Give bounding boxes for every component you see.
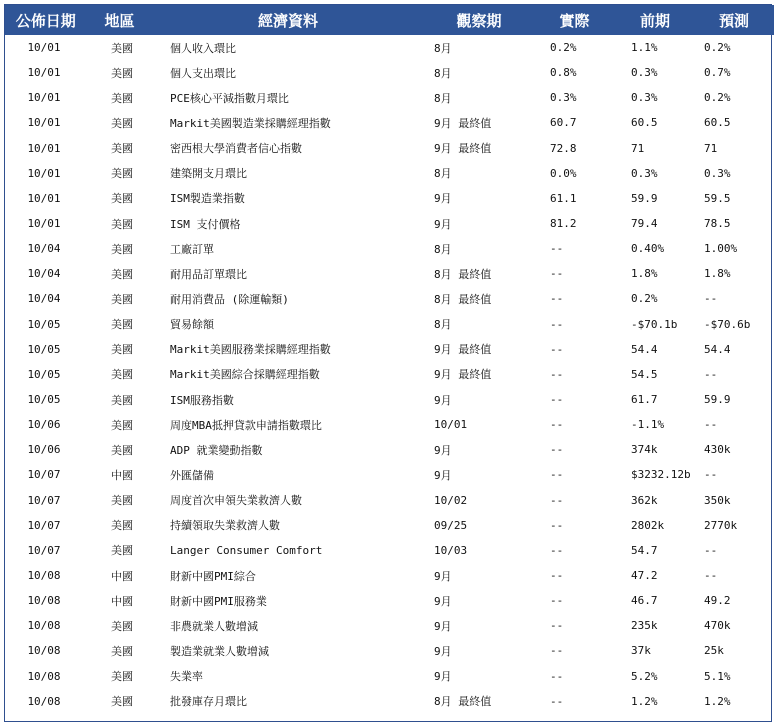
cell-date: 10/05 bbox=[27, 367, 61, 381]
cell-date: 10/06 bbox=[27, 443, 61, 457]
cell-forecast: 0.2% bbox=[704, 91, 731, 105]
cell-actual: -- bbox=[550, 367, 564, 381]
cell-previous: 54.7 bbox=[631, 543, 658, 557]
table-row bbox=[5, 689, 773, 714]
cell-actual: -- bbox=[550, 644, 564, 658]
cell-period: 9月 bbox=[434, 393, 452, 407]
cell-period: 9月 bbox=[434, 594, 452, 608]
table-row bbox=[5, 613, 773, 638]
table-row bbox=[5, 488, 773, 513]
cell-date: 10/04 bbox=[27, 292, 61, 306]
cell-previous: 5.2% bbox=[631, 669, 658, 683]
cell-item: 密西根大學消費者信心指數 bbox=[170, 142, 302, 156]
cell-date: 10/01 bbox=[27, 191, 61, 205]
cell-period: 9月 bbox=[434, 217, 452, 231]
cell-previous: 0.2% bbox=[631, 292, 658, 306]
cell-actual: -- bbox=[550, 393, 564, 407]
table-row bbox=[5, 538, 773, 563]
cell-actual: -- bbox=[550, 518, 564, 532]
cell-date: 10/01 bbox=[27, 116, 61, 130]
cell-actual: 0.2% bbox=[550, 41, 577, 55]
cell-period: 8月 bbox=[434, 242, 452, 256]
cell-previous: $3232.12b bbox=[631, 468, 691, 482]
table-row bbox=[5, 563, 773, 588]
cell-period: 9月 最終值 bbox=[434, 142, 492, 156]
cell-item: 周度MBA抵押貸款申請指數環比 bbox=[170, 418, 322, 432]
cell-forecast: 430k bbox=[704, 443, 731, 457]
header-forecast: 預測 bbox=[695, 5, 773, 35]
cell-region: 美國 bbox=[111, 494, 133, 508]
cell-date: 10/01 bbox=[27, 91, 61, 105]
cell-forecast: 25k bbox=[704, 644, 724, 658]
cell-region: 美國 bbox=[111, 66, 133, 80]
header-previous: 前期 bbox=[615, 5, 695, 35]
cell-region: 美國 bbox=[111, 670, 133, 684]
cell-item: ISM 支付價格 bbox=[170, 217, 241, 231]
cell-date: 10/07 bbox=[27, 468, 61, 482]
cell-previous: 1.1% bbox=[631, 41, 658, 55]
table-row bbox=[5, 588, 773, 613]
cell-date: 10/01 bbox=[27, 166, 61, 180]
cell-item: 貿易餘額 bbox=[170, 318, 214, 332]
cell-period: 9月 bbox=[434, 192, 452, 206]
cell-date: 10/01 bbox=[27, 141, 61, 155]
cell-date: 10/08 bbox=[27, 644, 61, 658]
cell-actual: -- bbox=[550, 669, 564, 683]
table-row bbox=[5, 638, 773, 663]
cell-previous: 71 bbox=[631, 141, 645, 155]
cell-actual: -- bbox=[550, 569, 564, 583]
cell-region: 美國 bbox=[111, 343, 133, 357]
cell-forecast: 0.3% bbox=[704, 166, 731, 180]
cell-period: 9月 bbox=[434, 468, 452, 482]
cell-actual: 72.8 bbox=[550, 141, 577, 155]
table-row bbox=[5, 136, 773, 161]
cell-actual: -- bbox=[550, 443, 564, 457]
cell-date: 10/04 bbox=[27, 242, 61, 256]
cell-previous: 0.3% bbox=[631, 91, 658, 105]
cell-period: 8月 bbox=[434, 91, 452, 105]
cell-forecast: -- bbox=[704, 292, 718, 306]
cell-forecast: 5.1% bbox=[704, 669, 731, 683]
cell-forecast: -- bbox=[704, 367, 718, 381]
cell-date: 10/07 bbox=[27, 518, 61, 532]
cell-date: 10/08 bbox=[27, 694, 61, 708]
table-row bbox=[5, 186, 773, 211]
cell-actual: 0.3% bbox=[550, 91, 577, 105]
table-row bbox=[5, 387, 773, 412]
header-region: 地區 bbox=[87, 5, 152, 35]
cell-item: 批發庫存月環比 bbox=[170, 695, 247, 709]
cell-previous: 374k bbox=[631, 443, 658, 457]
cell-previous: 60.5 bbox=[631, 116, 658, 130]
table-row bbox=[5, 462, 773, 487]
cell-region: 美國 bbox=[111, 544, 133, 558]
cell-actual: -- bbox=[550, 619, 564, 633]
cell-period: 8月 bbox=[434, 41, 452, 55]
cell-date: 10/05 bbox=[27, 317, 61, 331]
cell-region: 美國 bbox=[111, 192, 133, 206]
cell-actual: -- bbox=[550, 292, 564, 306]
cell-region: 美國 bbox=[111, 142, 133, 156]
cell-forecast: 71 bbox=[704, 141, 718, 155]
cell-region: 美國 bbox=[111, 519, 133, 533]
cell-date: 10/05 bbox=[27, 393, 61, 407]
cell-actual: -- bbox=[550, 543, 564, 557]
cell-forecast: 59.5 bbox=[704, 191, 731, 205]
cell-region: 美國 bbox=[111, 292, 133, 306]
cell-actual: -- bbox=[550, 468, 564, 482]
cell-period: 10/02 bbox=[434, 493, 468, 507]
cell-item: 個人收入環比 bbox=[170, 41, 236, 55]
cell-previous: -$70.1b bbox=[631, 317, 678, 331]
cell-period: 8月 最終值 bbox=[434, 267, 492, 281]
cell-forecast: 470k bbox=[704, 619, 731, 633]
cell-previous: 47.2 bbox=[631, 569, 658, 583]
cell-previous: 0.3% bbox=[631, 166, 658, 180]
cell-previous: 61.7 bbox=[631, 393, 658, 407]
cell-region: 美國 bbox=[111, 368, 133, 382]
table-row bbox=[5, 437, 773, 462]
cell-forecast: 1.2% bbox=[704, 694, 731, 708]
cell-forecast: -$70.6b bbox=[704, 317, 751, 331]
table-row bbox=[5, 261, 773, 286]
table-row bbox=[5, 110, 773, 135]
cell-date: 10/07 bbox=[27, 493, 61, 507]
cell-actual: -- bbox=[550, 317, 564, 331]
cell-forecast: 1.00% bbox=[704, 242, 738, 256]
cell-item: Langer Consumer Comfort bbox=[170, 543, 323, 557]
cell-period: 9月 bbox=[434, 670, 452, 684]
cell-forecast: -- bbox=[704, 468, 718, 482]
cell-region: 美國 bbox=[111, 443, 133, 457]
cell-forecast: 0.2% bbox=[704, 41, 731, 55]
cell-date: 10/01 bbox=[27, 66, 61, 80]
cell-date: 10/01 bbox=[27, 41, 61, 55]
economic-calendar-table-container bbox=[4, 4, 772, 722]
cell-date: 10/04 bbox=[27, 267, 61, 281]
cell-region: 美國 bbox=[111, 167, 133, 181]
cell-item: PCE核心平減指數月環比 bbox=[170, 91, 289, 105]
cell-item: 失業率 bbox=[170, 670, 203, 684]
table-row bbox=[5, 337, 773, 362]
cell-forecast: -- bbox=[704, 569, 718, 583]
cell-period: 8月 bbox=[434, 318, 452, 332]
table-row bbox=[5, 35, 773, 60]
cell-date: 10/08 bbox=[27, 594, 61, 608]
cell-item: 製造業就業人數增減 bbox=[170, 644, 269, 658]
cell-item: 持續領取失業救濟人數 bbox=[170, 519, 280, 533]
cell-item: 個人支出環比 bbox=[170, 66, 236, 80]
cell-date: 10/06 bbox=[27, 418, 61, 432]
cell-forecast: 78.5 bbox=[704, 217, 731, 231]
cell-previous: 2802k bbox=[631, 518, 665, 532]
cell-previous: 235k bbox=[631, 619, 658, 633]
cell-region: 美國 bbox=[111, 393, 133, 407]
cell-region: 美國 bbox=[111, 619, 133, 633]
cell-previous: 59.9 bbox=[631, 191, 658, 205]
table-row bbox=[5, 412, 773, 437]
cell-region: 美國 bbox=[111, 41, 133, 55]
cell-forecast: 0.7% bbox=[704, 66, 731, 80]
cell-forecast: 2770k bbox=[704, 518, 738, 532]
cell-period: 9月 bbox=[434, 443, 452, 457]
cell-previous: 0.3% bbox=[631, 66, 658, 80]
cell-item: 非農就業人數增減 bbox=[170, 619, 258, 633]
cell-item: 耐用品訂單環比 bbox=[170, 267, 247, 281]
cell-forecast: 1.8% bbox=[704, 267, 731, 281]
header-actual: 實際 bbox=[534, 5, 615, 35]
cell-region: 中國 bbox=[111, 569, 133, 583]
cell-date: 10/07 bbox=[27, 543, 61, 557]
cell-date: 10/08 bbox=[27, 619, 61, 633]
cell-item: Markit美國服務業採購經理指數 bbox=[170, 343, 331, 357]
cell-date: 10/01 bbox=[27, 217, 61, 231]
cell-date: 10/05 bbox=[27, 342, 61, 356]
cell-item: ADP 就業變動指數 bbox=[170, 443, 263, 457]
cell-previous: 1.8% bbox=[631, 267, 658, 281]
cell-forecast: 49.2 bbox=[704, 594, 731, 608]
cell-forecast: 350k bbox=[704, 493, 731, 507]
table-row bbox=[5, 161, 773, 186]
table-row bbox=[5, 211, 773, 236]
economic-calendar-table bbox=[5, 5, 774, 714]
table-header bbox=[5, 5, 773, 35]
cell-actual: -- bbox=[550, 694, 564, 708]
table-row bbox=[5, 312, 773, 337]
header-date: 公佈日期 bbox=[5, 5, 87, 35]
cell-forecast: -- bbox=[704, 418, 718, 432]
cell-previous: 46.7 bbox=[631, 594, 658, 608]
cell-date: 10/08 bbox=[27, 569, 61, 583]
cell-item: 耐用消費品 (除運輸類) bbox=[170, 292, 289, 306]
cell-period: 9月 bbox=[434, 569, 452, 583]
cell-actual: 61.1 bbox=[550, 191, 577, 205]
cell-previous: 37k bbox=[631, 644, 651, 658]
cell-period: 9月 最終值 bbox=[434, 343, 492, 357]
cell-item: 外匯儲備 bbox=[170, 468, 214, 482]
table-row bbox=[5, 236, 773, 261]
cell-previous: 79.4 bbox=[631, 217, 658, 231]
cell-actual: 81.2 bbox=[550, 217, 577, 231]
cell-item: Markit美國製造業採購經理指數 bbox=[170, 116, 331, 130]
cell-item: 財新中國PMI服務業 bbox=[170, 594, 267, 608]
cell-region: 中國 bbox=[111, 468, 133, 482]
cell-item: ISM製造業指數 bbox=[170, 192, 245, 206]
cell-item: ISM服務指數 bbox=[170, 393, 234, 407]
header-period: 觀察期 bbox=[424, 5, 534, 35]
cell-previous: 362k bbox=[631, 493, 658, 507]
cell-date: 10/08 bbox=[27, 669, 61, 683]
cell-item: 建築開支月環比 bbox=[170, 167, 247, 181]
cell-item: 工廠訂單 bbox=[170, 242, 214, 256]
cell-period: 8月 bbox=[434, 66, 452, 80]
table-row bbox=[5, 286, 773, 311]
cell-region: 美國 bbox=[111, 318, 133, 332]
cell-period: 8月 最終值 bbox=[434, 292, 492, 306]
header-item: 經濟資料 bbox=[152, 5, 424, 35]
table-row bbox=[5, 664, 773, 689]
cell-region: 美國 bbox=[111, 242, 133, 256]
cell-item: 財新中國PMI綜合 bbox=[170, 569, 256, 583]
cell-region: 美國 bbox=[111, 267, 133, 281]
cell-forecast: 59.9 bbox=[704, 393, 731, 407]
cell-region: 美國 bbox=[111, 644, 133, 658]
cell-period: 9月 bbox=[434, 619, 452, 633]
cell-actual: 0.8% bbox=[550, 66, 577, 80]
cell-actual: -- bbox=[550, 493, 564, 507]
cell-actual: -- bbox=[550, 342, 564, 356]
cell-forecast: 54.4 bbox=[704, 342, 731, 356]
cell-region: 美國 bbox=[111, 116, 133, 130]
cell-region: 美國 bbox=[111, 217, 133, 231]
cell-previous: 54.4 bbox=[631, 342, 658, 356]
cell-actual: -- bbox=[550, 267, 564, 281]
cell-item: Markit美國綜合採購經理指數 bbox=[170, 368, 320, 382]
cell-forecast: 60.5 bbox=[704, 116, 731, 130]
cell-period: 10/03 bbox=[434, 543, 468, 557]
cell-actual: 60.7 bbox=[550, 116, 577, 130]
cell-period: 9月 bbox=[434, 644, 452, 658]
cell-actual: -- bbox=[550, 418, 564, 432]
table-body bbox=[5, 35, 773, 714]
cell-period: 9月 最終值 bbox=[434, 368, 492, 382]
cell-period: 8月 最終值 bbox=[434, 695, 492, 709]
cell-actual: 0.0% bbox=[550, 166, 577, 180]
header-row bbox=[5, 5, 773, 35]
cell-period: 10/01 bbox=[434, 418, 468, 432]
cell-period: 9月 最終值 bbox=[434, 116, 492, 130]
table-row bbox=[5, 60, 773, 85]
cell-previous: -1.1% bbox=[631, 418, 665, 432]
table-row bbox=[5, 362, 773, 387]
cell-period: 09/25 bbox=[434, 518, 468, 532]
cell-item: 周度首次申領失業救濟人數 bbox=[170, 494, 302, 508]
cell-previous: 0.40% bbox=[631, 242, 665, 256]
cell-region: 中國 bbox=[111, 594, 133, 608]
cell-previous: 1.2% bbox=[631, 694, 658, 708]
cell-forecast: -- bbox=[704, 543, 718, 557]
cell-region: 美國 bbox=[111, 418, 133, 432]
cell-region: 美國 bbox=[111, 91, 133, 105]
cell-previous: 54.5 bbox=[631, 367, 658, 381]
table-row bbox=[5, 513, 773, 538]
table-row bbox=[5, 85, 773, 110]
cell-period: 8月 bbox=[434, 167, 452, 181]
cell-region: 美國 bbox=[111, 695, 133, 709]
cell-actual: -- bbox=[550, 594, 564, 608]
cell-actual: -- bbox=[550, 242, 564, 256]
